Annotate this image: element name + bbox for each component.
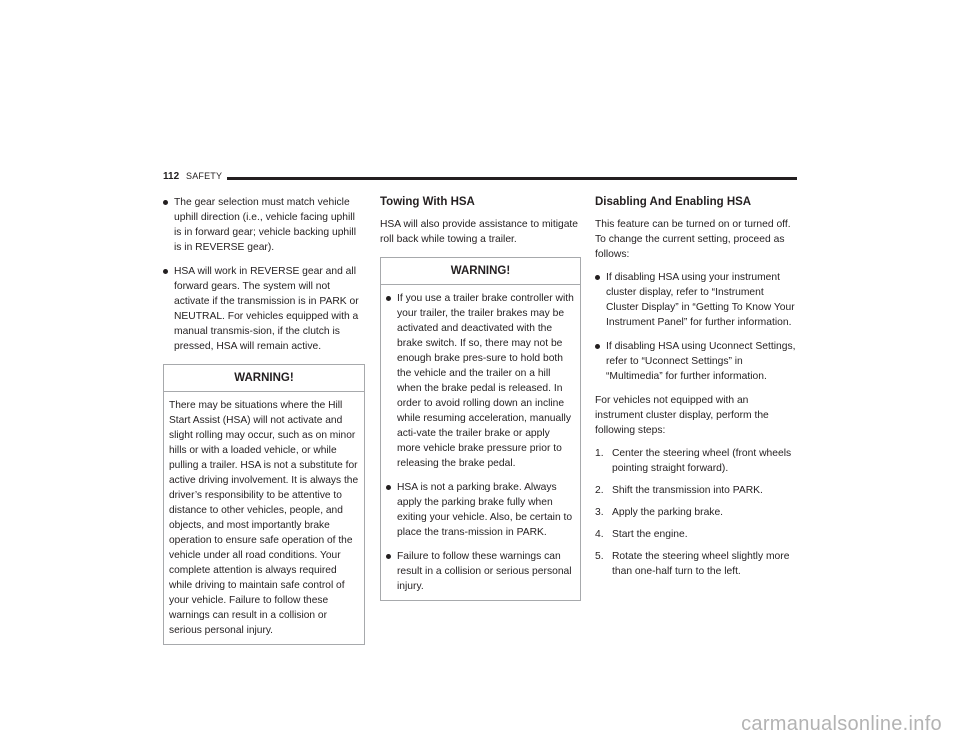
- bullet-icon: [386, 554, 391, 559]
- list-item: HSA is not a parking brake. Always apply the parking brake fully when exiting your vehicle. Also, be certain to place the trans-mission in PARK.: [386, 480, 575, 540]
- steps-list: [595, 446, 797, 579]
- page-number: 112: [163, 171, 180, 182]
- column-1: [163, 195, 365, 645]
- step-item: 5. Rotate the steering wheel slightly more than one-half turn to the left.: [595, 551, 790, 577]
- intro-paragraph: HSA will also provide assistance to mitigate roll back while towing a trailer.: [380, 219, 579, 245]
- list-item: If disabling HSA using your instrument cluster display, refer to “Instrument Cluster Display” in “Getting To Know Your Instrument Panel” for further information.: [595, 270, 797, 330]
- warning-title: WARNING!: [164, 365, 364, 392]
- warning-body: [381, 285, 580, 600]
- bullet-icon: [386, 485, 391, 490]
- column-3: [595, 195, 797, 586]
- page-header: [163, 170, 797, 186]
- step-item: 4. Start the engine.: [595, 529, 688, 540]
- bullet-icon: [595, 344, 600, 349]
- warning-title: WARNING!: [381, 258, 580, 285]
- column-2: [380, 195, 581, 601]
- warning-text: There may be situations where the Hill Start Assist (HSA) will not activate and slight rolling may occur, such as on minor hills or with a loaded vehicle, or while pulling a trailer. HSA is not a substitute for active driving involvement. It is always the driver’s responsibility to be attentive to distance to other vehicles, people, and objects, and most importantly brake operation to ensure safe operation of the vehicle under all road conditions. Your complete attention is always required while driving to maintain safe control of your vehicle. Failure to follow these warnings can result in a collision or serious personal injury.: [169, 400, 359, 636]
- step-item: 2. Shift the transmission into PARK.: [595, 485, 763, 496]
- step-item: 3. Apply the parking brake.: [595, 507, 724, 518]
- section-heading: Towing With HSA: [380, 196, 475, 208]
- steps-intro: For vehicles not equipped with an instrument cluster display, perform the following steps:: [595, 395, 769, 436]
- bullet-list: [595, 270, 797, 384]
- step-item: 1. Center the steering wheel (front wheels pointing straight forward).: [595, 448, 792, 474]
- warning-box: [380, 257, 581, 601]
- bullet-list: [163, 195, 365, 354]
- list-item: Failure to follow these warnings can result in a collision or serious personal injury.: [386, 549, 575, 594]
- bullet-list: [386, 291, 575, 594]
- warning-box: [163, 364, 365, 645]
- bullet-icon: [163, 200, 168, 205]
- list-item: If you use a trailer brake controller with your trailer, the trailer brakes may be activated and deactivated with the brake switch. If so, there may not be enough brake pres-sure to hold both the vehicle and the trailer on a hill when the brake pedal is released. In order to avoid rolling down an incline while resuming acceleration, manually acti-vate the trailer brake or apply more vehicle brake pressure prior to releasing the brake pedal.: [386, 291, 575, 471]
- section-heading: Disabling And Enabling HSA: [595, 196, 752, 208]
- watermark: carmanualsonline.info: [741, 713, 942, 735]
- list-item: HSA will work in REVERSE gear and all forward gears. The system will not activate if the transmission is in PARK or NEUTRAL. For vehicles equipped with a manual transmis-sion, if the clutch is pressed, HSA will remain active.: [163, 264, 365, 354]
- bullet-icon: [163, 269, 168, 274]
- section-title: SAFETY: [186, 171, 223, 181]
- list-item: The gear selection must match vehicle uphill direction (i.e., vehicle facing uphill is in forward gear; vehicle backing uphill is in REVERSE gear).: [163, 195, 365, 255]
- list-item: If disabling HSA using Uconnect Settings, refer to “Uconnect Settings” in “Multimedia” for further information.: [595, 339, 797, 384]
- bullet-icon: [386, 296, 391, 301]
- intro-paragraph: This feature can be turned on or turned off. To change the current setting, proceed as follows:: [595, 219, 791, 260]
- bullet-icon: [595, 275, 600, 280]
- header-rule: [227, 177, 797, 180]
